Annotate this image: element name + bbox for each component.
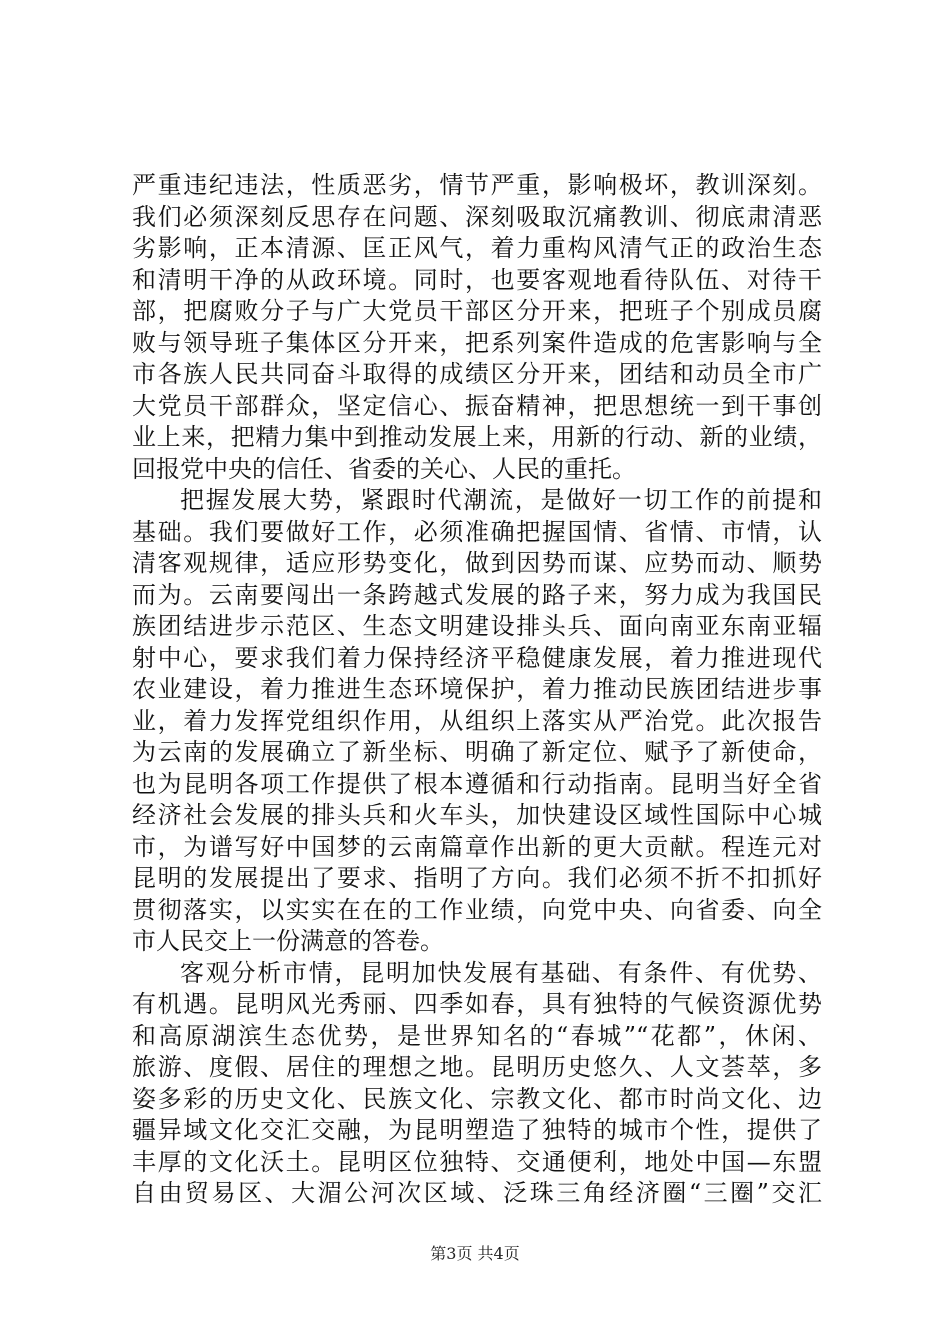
text-line: 也为昆明各项工作提供了根本遵循和行动指南。昆明当好全省 — [132, 769, 822, 798]
text-line: 把握发展大势，紧跟时代潮流，是做好一切工作的前提和 — [180, 486, 822, 514]
text-line: 严重违纪违法，性质恶劣，情节严重，影响极坏，教训深刻。 — [132, 171, 822, 199]
text-line: 基础。我们要做好工作，必须准确把握国情、省情、市情，认 — [132, 517, 822, 546]
text-line: 市各族人民共同奋斗取得的成绩区分开来，团结和动员全市广 — [132, 360, 822, 388]
text-line: 射中心，要求我们着力保持经济平稳健康发展，着力推进现代 — [132, 643, 822, 672]
page-footer: 第3页 共4页 — [430, 1244, 520, 1263]
text-line: 自由贸易区、大湄公河次区域、泛珠三角经济圈“三圈”交汇 — [132, 1179, 822, 1207]
text-line: 族团结进步示范区、生态文明建设排头兵、面向南亚东南亚辐 — [132, 612, 822, 640]
text-line: 清客观规律，适应形势变化，做到因势而谋、应势而动、顺势 — [132, 549, 822, 577]
text-line: 我们必须深刻反思存在问题、深刻吸取沉痛教训、彻底肃清恶 — [132, 202, 822, 231]
text-line: 和清明干净的从政环境。同时，也要客观地看待队伍、对待干 — [132, 265, 822, 294]
document-body — [132, 170, 822, 1210]
text-line: 和高原湖滨生态优势，是世界知名的“春城”“花都”，休闲、 — [132, 1021, 822, 1050]
text-line: 经济社会发展的排头兵和火车头，加快建设区域性国际中心城 — [132, 801, 822, 829]
text-line: 丰厚的文化沃土。昆明区位独特、交通便利，地处中国—东盟 — [132, 1147, 822, 1176]
text-line: 业，着力发挥党组织作用，从组织上落实从严治党。此次报告 — [132, 706, 822, 735]
text-line: 大党员干部群众，坚定信心、振奋精神，把思想统一到干事创 — [132, 391, 822, 420]
text-line: 客观分析市情，昆明加快发展有基础、有条件、有优势、 — [180, 958, 822, 987]
text-line: 败与领导班子集体区分开来，把系列案件造成的危害影响与全 — [132, 328, 822, 357]
text-line: 旅游、度假、居住的理想之地。昆明历史悠久、人文荟萃，多 — [132, 1053, 822, 1081]
text-line: 疆异域文化交汇交融，为昆明塑造了独特的城市个性，提供了 — [132, 1116, 822, 1144]
text-line: 姿多彩的历史文化、民族文化、宗教文化、都市时尚文化、边 — [132, 1084, 822, 1113]
text-line: 市，为谱写好中国梦的云南篇章作出新的更大贡献。程连元对 — [132, 832, 822, 861]
text-line: 业上来，把精力集中到推动发展上来，用新的行动、新的业绩， — [132, 423, 822, 451]
text-line: 昆明的发展提出了要求、指明了方向。我们必须不折不扣抓好 — [132, 864, 822, 892]
text-line: 而为。云南要闯出一条跨越式发展的路子来，努力成为我国民 — [132, 580, 822, 609]
text-line: 为云南的发展确立了新坐标、明确了新定位、赋予了新使命， — [132, 738, 822, 766]
text-line: 劣影响，正本清源、匡正风气，着力重构风清气正的政治生态 — [132, 234, 822, 262]
text-line: 回报党中央的信任、省委的关心、人民的重托。 — [132, 454, 636, 483]
text-line: 贯彻落实，以实实在在的工作业绩，向党中央、向省委、向全 — [132, 895, 822, 924]
text-line: 部，把腐败分子与广大党员干部区分开来，把班子个别成员腐 — [132, 297, 822, 325]
text-line: 农业建设，着力推进生态环境保护，着力推动民族团结进步事 — [132, 675, 822, 703]
text-line: 市人民交上一份满意的答卷。 — [132, 927, 444, 955]
text-line: 有机遇。昆明风光秀丽、四季如春，具有独特的气候资源优势 — [132, 990, 822, 1018]
